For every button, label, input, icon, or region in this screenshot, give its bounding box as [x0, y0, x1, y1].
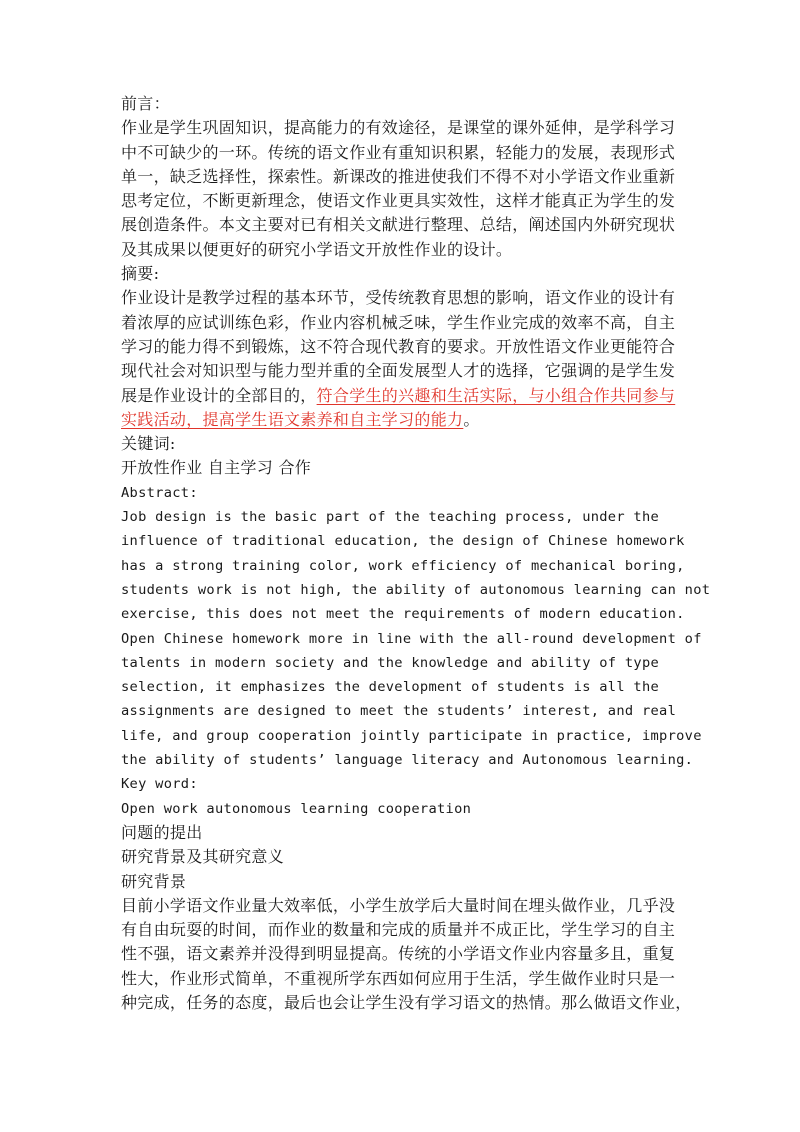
abstract-en-line: exercise, this does not meet the requirements of modern education.: [121, 606, 685, 623]
abstract-cn-text: 展是作业设计的全部目的，: [121, 385, 317, 405]
abstract-en-line: talents in modern society and the knowledge and ability of type: [121, 654, 660, 671]
abstract-cn-line: 学习的能力得不到锻炼，这不符合现代教育的要求。开放性语文作业更能符合: [121, 336, 676, 356]
section-heading: 问题的提出: [121, 822, 203, 842]
preface-heading: 前言：: [121, 94, 170, 113]
abstract-en-line: selection, it emphasizes the development of students is all the: [121, 679, 660, 696]
abstract-en-heading: Abstract:: [121, 484, 198, 501]
background-line: 种完成，任务的态度，最后也会让学生没有学习语文的热情。那么做语文作业，: [121, 992, 692, 1012]
highlighted-text: 实践活动，提高学生语文素养和自主学习的能力: [121, 409, 464, 429]
section-heading: 研究背景及其研究意义: [121, 847, 285, 867]
background-line: 性大，作业形式简单，不重视所学东西如何应用于生活，学生做作业时只是一: [121, 968, 676, 988]
abstract-en-line: students work is not high, the ability of autonomous learning can not: [121, 581, 711, 598]
document-page: [121, 92, 711, 1015]
preface-line: 及其成果以便更好的研究小学语文开放性作业的设计。: [121, 239, 513, 259]
abstract-en-line: the ability of students’ language literacy and Autonomous learning.: [121, 752, 694, 769]
abstract-en-line: has a strong training color, work efficiency of mechanical boring,: [121, 557, 685, 574]
abstract-cn-line: [121, 384, 681, 408]
abstract-cn-line: 现代社会对知识型与能力型并重的全面发展型人才的选择，它强调的是学生发: [121, 361, 676, 381]
keywords-cn-heading: 关键词:: [121, 434, 176, 454]
abstract-cn-heading: 摘要:: [121, 264, 160, 284]
background-line: 目前小学语文作业量大效率低，小学生放学后大量时间在埋头做作业，几乎没: [121, 895, 676, 915]
abstract-en-line: Job design is the basic part of the teaching process, under the: [121, 509, 660, 526]
abstract-cn-line: 作业设计是教学过程的基本环节，受传统教育思想的影响，语文作业的设计有: [121, 288, 676, 308]
background-line: 有自由玩耍的时间，而作业的数量和完成的质量并不成正比，学生学习的自主: [121, 920, 676, 940]
preface-line: 作业是学生巩固知识，提高能力的有效途径，是课堂的课外延伸，是学科学习: [121, 118, 676, 138]
keywords-en-text: Open work autonomous learning cooperation: [121, 800, 472, 817]
abstract-en-line: Open Chinese homework more in line with the all-round development of: [121, 630, 702, 647]
preface-line: 单一，缺乏选择性，探索性。新课改的推进使我们不得不对小学语文作业重新: [121, 166, 676, 186]
abstract-cn-line: 着浓厚的应试训练色彩，作业内容机械乏味，学生作业完成的效率不高，自主: [121, 312, 676, 332]
abstract-cn-text: 。: [463, 409, 480, 429]
keywords-cn-text: 开放性作业 自主学习 合作: [121, 458, 312, 478]
background-line: 性不强，语文素养并没得到明显提高。传统的小学语文作业内容量多且，重复: [121, 944, 676, 964]
abstract-en-line: influence of traditional education, the design of Chinese homework: [121, 533, 685, 550]
preface-line: 中不可缺少的一环。传统的语文作业有重知识积累，轻能力的发展，表现形式: [121, 142, 676, 162]
keywords-en-heading: Key word:: [121, 776, 198, 793]
preface-line: 展创造条件。本文主要对已有相关文献进行整理、总结，阐述国内外研究现状: [121, 215, 676, 235]
abstract-en-line: life, and group cooperation jointly participate in practice, improve: [121, 727, 702, 744]
abstract-en-line: assignments are designed to meet the students’ interest, and real: [121, 703, 677, 720]
highlighted-text: 符合学生的兴趣和生活实际，与小组合作共同参与: [316, 385, 676, 405]
section-heading: 研究背景: [121, 871, 187, 891]
abstract-cn-line: [121, 408, 681, 432]
preface-line: 思考定位，不断更新理念，使语文作业更具实效性，这样才能真正为学生的发: [121, 191, 676, 211]
